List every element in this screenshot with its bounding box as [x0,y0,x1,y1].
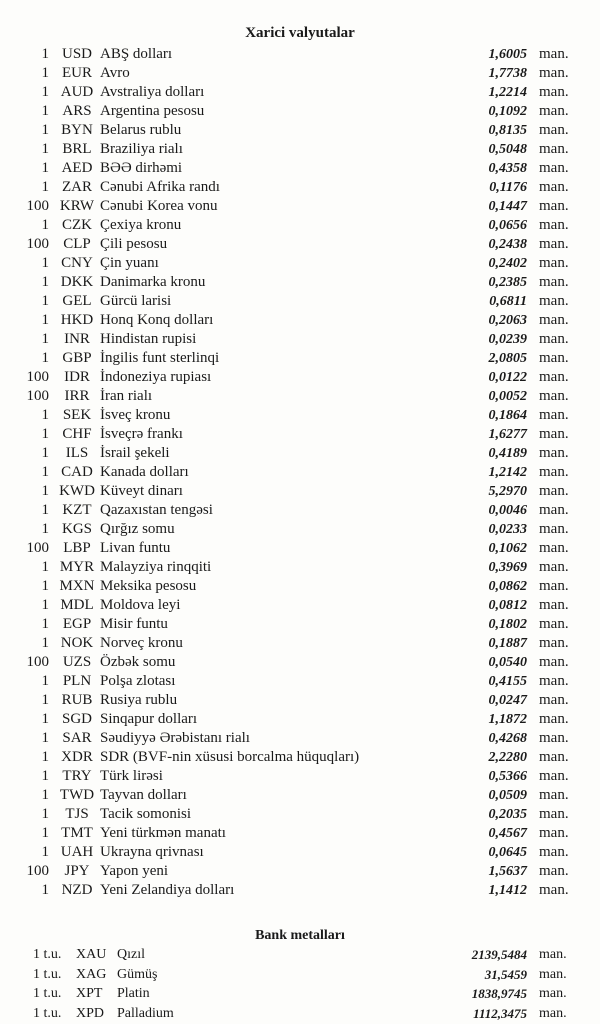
currency-quantity: 100 [26,236,49,252]
currency-row [0,672,600,691]
currency-name: Qazaxıstan tengəsi [100,502,213,518]
currency-quantity: 1 [41,768,49,784]
currency-row [0,634,600,653]
currency-unit: man. [539,521,569,537]
metal-code: XAU [76,947,107,962]
currency-name: Yeni Zelandiya dolları [100,882,235,898]
currency-code: ILS [65,445,89,461]
currency-unit: man. [539,825,569,841]
currency-rate: 1,6277 [488,427,527,442]
currency-unit: man. [539,122,569,138]
currency-name: İsveçrə frankı [100,426,183,442]
currencies-title: Xarici valyutalar [245,25,355,41]
currency-code: TJS [65,806,89,822]
currency-quantity: 1 [41,274,49,290]
currency-code: KZT [62,502,92,518]
currency-rate: 0,0247 [488,693,527,708]
metal-code: XAG [76,966,107,982]
bank-metals-table [0,945,600,1023]
currency-unit: man. [539,46,569,62]
currency-code: ZAR [62,179,92,195]
currency-name: Sinqapur dolları [100,711,198,727]
currency-name: Özbək somu [100,654,176,670]
currency-name: Norveç kronu [100,635,183,651]
currency-unit: man. [539,369,569,385]
currency-rate: 0,4268 [488,731,527,746]
currency-code: ARS [62,103,92,119]
currency-unit: man. [539,483,569,499]
currency-quantity: 100 [26,540,49,556]
currency-rate: 2,2280 [488,750,527,765]
currency-row [0,64,600,83]
currency-row [0,843,600,862]
metal-rate: 31,5459 [484,966,527,982]
currency-name: Braziliya rialı [100,141,183,157]
currency-row [0,368,600,387]
currency-code: GEL [62,293,92,309]
currency-quantity: 1 [41,635,49,651]
currency-name: Yeni türkmən manatı [100,825,226,841]
currency-quantity: 1 [41,103,49,119]
currency-quantity: 1 [41,749,49,765]
currency-name: Yapon yeni [100,863,169,879]
currency-name: Belarus rublu [100,122,182,138]
currency-rate: 0,2438 [488,237,527,252]
currency-unit: man. [539,464,569,480]
currency-code: SEK [62,407,92,423]
currency-row [0,349,600,368]
currency-unit: man. [539,293,569,309]
currency-rate: 0,1887 [488,636,527,651]
currency-quantity: 1 [41,426,49,442]
currency-rate: 0,4155 [488,674,527,689]
metal-quantity: 1 t.u. [33,947,62,962]
currency-unit: man. [539,578,569,594]
currency-row [0,197,600,216]
currency-quantity: 1 [41,312,49,328]
currency-quantity: 1 [41,882,49,898]
currency-name: Livan funtu [100,540,171,556]
currency-rate: 0,0233 [488,522,527,537]
currency-rates-table [0,45,600,900]
currency-quantity: 1 [41,65,49,81]
currency-rate: 0,0239 [488,332,527,347]
currency-name: Səudiyyə Ərəbistanı rialı [100,730,250,746]
currency-rate: 1,5637 [488,864,527,879]
currency-unit: man. [539,274,569,290]
currency-rate: 0,5366 [488,769,527,784]
currency-rate: 0,0540 [488,655,527,670]
currency-code: SAR [62,730,92,746]
currency-rate: 0,0046 [488,503,527,518]
currency-rate: 0,1864 [488,408,527,423]
currency-unit: man. [539,863,569,879]
currency-quantity: 1 [41,787,49,803]
currency-code: AUD [60,84,94,100]
metal-code: XPD [76,1005,105,1021]
currency-quantity: 1 [41,350,49,366]
currency-code: BYN [61,122,93,138]
currency-row [0,558,600,577]
currency-name: İngilis funt sterlinqi [100,350,220,366]
currency-unit: man. [539,673,569,689]
currency-name: Cənubi Korea vonu [100,198,218,214]
currency-row [0,311,600,330]
currency-name: Argentina pesosu [100,103,205,119]
metal-unit: man. [539,1005,567,1021]
currency-code: UZS [62,654,92,670]
currency-code: CAD [61,464,93,480]
currency-unit: man. [539,540,569,556]
currency-row [0,539,600,558]
metals-title: Bank metalları [255,928,345,943]
currency-code: AED [61,160,93,176]
currency-unit: man. [539,198,569,214]
currency-quantity: 1 [41,521,49,537]
currency-row [0,805,600,824]
metal-row [0,984,600,1004]
currency-row [0,653,600,672]
currency-rate: 2,0805 [488,351,527,366]
currency-row [0,881,600,900]
metal-unit: man. [539,986,567,1001]
currency-row [0,710,600,729]
metal-name: Platin [117,986,150,1001]
currency-name: Türk lirəsi [100,768,163,784]
currency-name: İndoneziya rupiası [100,369,212,385]
currency-quantity: 1 [41,46,49,62]
currency-name: Çili pesosu [100,236,168,252]
currency-name: Avro [100,65,130,81]
currency-quantity: 1 [41,179,49,195]
currency-unit: man. [539,331,569,347]
currency-unit: man. [539,350,569,366]
currency-rate: 0,8135 [488,123,527,138]
currency-row [0,159,600,178]
currency-rate: 0,0645 [488,845,527,860]
currency-code: DKK [60,274,94,290]
currency-name: Qırğız somu [100,521,175,537]
currency-row [0,596,600,615]
currency-code: LBP [63,540,91,556]
currency-row [0,463,600,482]
currency-row [0,482,600,501]
currency-code: IRR [64,388,90,404]
currency-row [0,45,600,64]
currency-row [0,425,600,444]
currency-row [0,862,600,881]
currency-code: NZD [61,882,93,898]
currency-rate: 0,0122 [488,370,527,385]
currency-name: Çexiya kronu [100,217,182,233]
currency-rate: 0,1092 [488,104,527,119]
currency-code: TRY [62,768,92,784]
currency-row [0,786,600,805]
currency-code: KGS [61,521,92,537]
currency-row [0,140,600,159]
currency-quantity: 1 [41,464,49,480]
currency-row [0,767,600,786]
currency-code: TWD [59,787,95,803]
currency-name: Tacik somonisi [100,806,192,822]
currency-quantity: 1 [41,692,49,708]
metal-row [0,945,600,965]
currency-name: Moldova leyi [100,597,181,613]
currency-code: CHF [62,426,92,442]
currency-rate: 0,1447 [488,199,527,214]
currency-code: MYR [59,559,95,575]
currency-unit: man. [539,255,569,271]
currency-unit: man. [539,179,569,195]
metal-quantity: 1 t.u. [33,966,62,982]
currency-unit: man. [539,768,569,784]
metal-rate: 1112,3475 [473,1005,527,1021]
currency-row [0,387,600,406]
currency-name: Gürcü larisi [100,293,172,309]
currency-code: EUR [62,65,92,81]
currency-quantity: 1 [41,825,49,841]
currency-unit: man. [539,711,569,727]
currency-rate: 0,4189 [488,446,527,461]
currency-unit: man. [539,84,569,100]
currency-row [0,292,600,311]
currency-code: MXN [59,578,95,594]
currency-unit: man. [539,236,569,252]
currency-quantity: 1 [41,483,49,499]
currency-row [0,729,600,748]
currency-unit: man. [539,445,569,461]
currency-rate: 5,2970 [488,484,527,499]
metal-quantity: 1 t.u. [33,986,62,1001]
metal-row [0,965,600,985]
currency-quantity: 1 [41,445,49,461]
currency-quantity: 1 [41,844,49,860]
currency-unit: man. [539,597,569,613]
metal-unit: man. [539,947,567,962]
currency-name: Polşa zlotası [100,673,176,689]
currency-unit: man. [539,844,569,860]
currency-quantity: 1 [41,502,49,518]
currency-rate: 0,5048 [488,142,527,157]
currency-unit: man. [539,160,569,176]
currency-quantity: 1 [41,711,49,727]
currency-row [0,83,600,102]
currency-quantity: 100 [26,863,49,879]
currency-unit: man. [539,388,569,404]
currency-rate: 0,1176 [489,180,527,195]
currency-quantity: 100 [26,198,49,214]
currency-quantity: 1 [41,122,49,138]
currency-unit: man. [539,141,569,157]
currency-quantity: 1 [41,255,49,271]
currency-rate: 1,2214 [488,85,527,100]
currency-name: SDR (BVF-nin xüsusi borcalma hüquqları) [100,749,360,765]
currency-quantity: 1 [41,84,49,100]
currency-row [0,235,600,254]
currency-name: Meksika pesosu [100,578,197,594]
currency-rate: 0,6811 [489,294,527,309]
currency-quantity: 1 [41,217,49,233]
currency-unit: man. [539,426,569,442]
currency-code: XDR [61,749,93,765]
currency-rate: 1,2142 [488,465,527,480]
currency-rate: 1,7738 [488,66,527,81]
currency-unit: man. [539,787,569,803]
metal-rate: 1838,9745 [471,986,527,1001]
currency-row [0,824,600,843]
currency-quantity: 100 [26,388,49,404]
currency-code: JPY [64,863,90,879]
currency-rate: 0,1062 [488,541,527,556]
currency-quantity: 1 [41,407,49,423]
currency-row [0,273,600,292]
currency-row [0,121,600,140]
currency-quantity: 100 [26,654,49,670]
currency-row [0,501,600,520]
currency-rate: 0,0862 [488,579,527,594]
currency-name: Honq Konq dolları [100,312,214,328]
currency-name: Danimarka kronu [100,274,206,290]
currency-unit: man. [539,635,569,651]
currency-row [0,444,600,463]
currency-unit: man. [539,616,569,632]
currency-row [0,577,600,596]
currency-unit: man. [539,692,569,708]
currency-row [0,406,600,425]
currency-unit: man. [539,749,569,765]
currency-name: Küveyt dinarı [100,483,183,499]
currency-name: Misir funtu [100,616,168,632]
currency-unit: man. [539,217,569,233]
currency-code: UAH [60,844,94,860]
currency-rate: 0,4358 [488,161,527,176]
currency-quantity: 1 [41,597,49,613]
metal-quantity: 1 t.u. [33,1005,62,1021]
currency-rate: 1,6005 [488,47,527,62]
currency-unit: man. [539,502,569,518]
currency-rate: 0,0052 [488,389,527,404]
currency-row [0,520,600,539]
currency-unit: man. [539,730,569,746]
currency-unit: man. [539,559,569,575]
currency-rate: 0,0812 [488,598,527,613]
currency-code: PLN [62,673,92,689]
currency-quantity: 1 [41,160,49,176]
currency-row [0,178,600,197]
currency-rate: 0,0509 [488,788,527,803]
currency-unit: man. [539,312,569,328]
currency-unit: man. [539,65,569,81]
currency-name: İsrail şekeli [100,445,170,461]
currency-unit: man. [539,654,569,670]
currency-code: HKD [60,312,94,328]
currency-code: BRL [62,141,92,157]
currency-name: Malayziya rinqqiti [100,559,212,575]
currency-quantity: 1 [41,616,49,632]
metal-name: Gümüş [117,966,158,982]
currency-row [0,691,600,710]
currency-row [0,748,600,767]
currency-name: Tayvan dolları [100,787,187,803]
currency-code: NOK [60,635,94,651]
currency-code: RUB [61,692,93,708]
currency-name: ABŞ dolları [100,46,173,62]
currency-code: CNY [61,255,93,271]
currency-name: İsveç kronu [100,407,171,423]
currency-code: KWD [59,483,95,499]
metal-name: Palladium [117,1005,174,1021]
currency-quantity: 1 [41,331,49,347]
currency-name: Çin yuanı [100,255,159,271]
currency-rate: 0,2063 [488,313,527,328]
currency-row [0,216,600,235]
currency-name: Avstraliya dolları [100,84,205,100]
currency-quantity: 1 [41,559,49,575]
currency-quantity: 1 [41,806,49,822]
currency-code: CLP [63,236,91,252]
currency-name: Kanada dolları [100,464,189,480]
metal-row [0,1004,600,1024]
currency-quantity: 1 [41,578,49,594]
currency-code: KRW [59,198,95,214]
currency-quantity: 100 [26,369,49,385]
metal-unit: man. [539,966,567,982]
currency-name: Cənubi Afrika randı [100,179,220,195]
currency-quantity: 1 [41,730,49,746]
currency-unit: man. [539,806,569,822]
currency-row [0,615,600,634]
currency-code: SGD [61,711,92,727]
currency-rate: 0,2402 [488,256,527,271]
metal-rate: 2139,5484 [471,947,527,962]
currency-quantity: 1 [41,141,49,157]
currency-row [0,102,600,121]
currency-name: Hindistan rupisi [100,331,197,347]
currency-name: İran rialı [100,388,153,404]
currency-unit: man. [539,882,569,898]
currency-rate: 0,1802 [488,617,527,632]
currency-code: TMT [61,825,93,841]
currency-rate: 0,3969 [488,560,527,575]
currency-code: EGP [62,616,92,632]
currency-code: MDL [60,597,94,613]
currency-row [0,254,600,273]
currency-unit: man. [539,407,569,423]
currency-code: USD [61,46,92,62]
currency-code: INR [64,331,90,347]
currency-quantity: 1 [41,293,49,309]
metal-code: XPT [76,986,103,1001]
currency-rate: 1,1412 [488,883,527,898]
currency-rate: 0,2035 [488,807,527,822]
currency-unit: man. [539,103,569,119]
currency-code: CZK [62,217,92,233]
currency-name: BƏƏ dirhəmi [100,160,183,176]
currency-name: Rusiya rublu [100,692,178,708]
currency-rate: 1,1872 [488,712,527,727]
metal-name: Qızıl [117,947,145,962]
currency-code: IDR [64,369,90,385]
currency-name: Ukrayna qrivnası [100,844,204,860]
currency-rate: 0,4567 [488,826,527,841]
currency-row [0,330,600,349]
currency-rate: 0,0656 [488,218,527,233]
currency-quantity: 1 [41,673,49,689]
currency-code: GBP [62,350,92,366]
currency-rate: 0,2385 [488,275,527,290]
